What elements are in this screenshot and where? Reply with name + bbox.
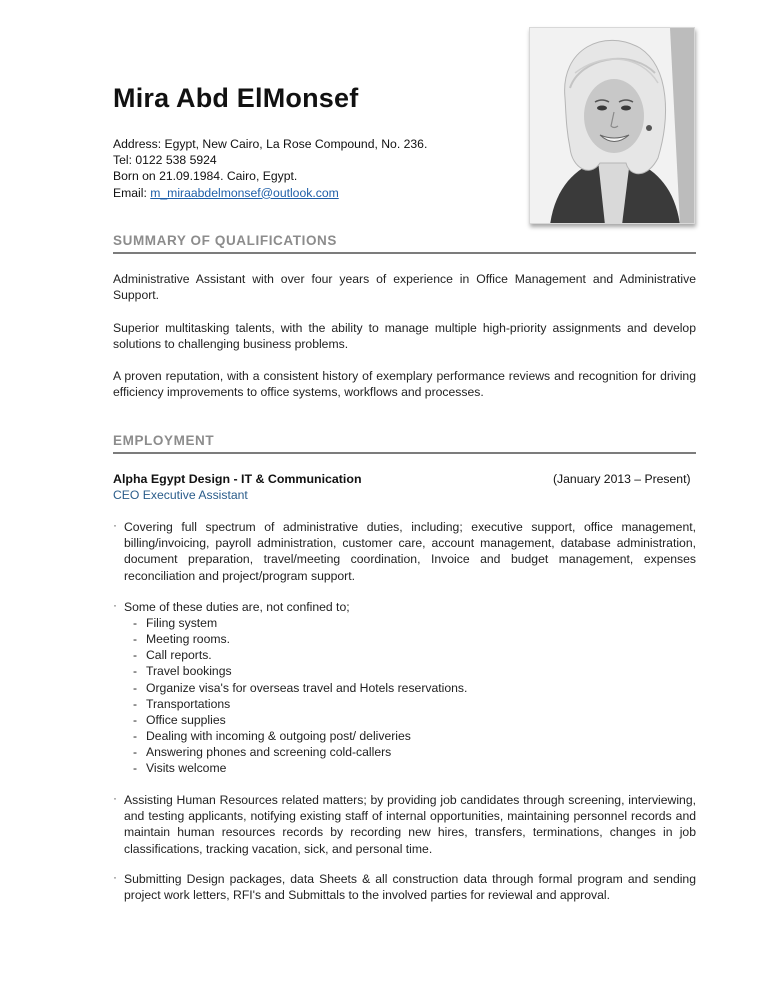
employment-heading: EMPLOYMENT xyxy=(113,433,696,454)
job-bullet xyxy=(113,519,696,584)
email-link[interactable]: m_miraabdelmonsef@outlook.com xyxy=(150,185,339,200)
address-line: Address: Egypt, New Cairo, La Rose Compound, No. 236. xyxy=(113,137,428,151)
job-dates: (January 2013 – Present) xyxy=(553,472,691,486)
duty-item: - Visits welcome xyxy=(133,760,467,776)
duty-item: - Travel bookings xyxy=(133,663,467,679)
contact-info xyxy=(113,136,427,201)
job-title: CEO Executive Assistant xyxy=(113,488,248,502)
duty-item: - Dealing with incoming & outgoing post/ deliveries xyxy=(133,728,467,744)
summary-paragraph-2: Superior multitasking talents, with the ability to manage multiple high-priority assignments and develop solutions to challenging business problems. xyxy=(113,321,696,352)
summary-heading: SUMMARY OF QUALIFICATIONS xyxy=(113,233,696,254)
job-bullet-text: Covering full spectrum of administrative duties, including; executive support, office management, billing/invoicing, payroll administration, customer care, account management, database administration, document preparation, travel/meeting coordination, Invoice and budget management, expenses reconciliation and project/program support. xyxy=(124,520,696,583)
duty-item: - Organize visa's for overseas travel and Hotels reservations. xyxy=(133,680,467,696)
job-bullet xyxy=(113,599,696,615)
duty-item: - Office supplies xyxy=(133,712,467,728)
job-bullet xyxy=(113,792,696,857)
duty-item: - Meeting rooms. xyxy=(133,631,467,647)
duties-list xyxy=(133,615,467,777)
job-bullet-text: Some of these duties are, not confined to; xyxy=(124,600,350,614)
bullet-glyph: · xyxy=(113,598,117,612)
bullet-glyph: · xyxy=(113,791,117,805)
email-label: Email: xyxy=(113,185,151,200)
duty-item: - Call reports. xyxy=(133,647,467,663)
duty-item: - Filing system xyxy=(133,615,467,631)
email-line xyxy=(113,185,427,201)
bullet-glyph: · xyxy=(113,870,117,884)
duty-item: - Transportations xyxy=(133,696,467,712)
birth-line: Born on 21.09.1984. Cairo, Egypt. xyxy=(113,169,298,184)
job-company: Alpha Egypt Design - IT & Communication xyxy=(113,472,362,486)
job-bullet-text: Submitting Design packages, data Sheets & all construction data through formal program and sending project work letters, RFI's and Submittals to the involved parties for reviewal and approval. xyxy=(124,872,696,903)
summary-paragraph-3: A proven reputation, with a consistent history of exemplary performance reviews and recognition for driving efficiency improvements to office systems, workflows and processes. xyxy=(113,369,696,400)
telephone-line: Tel: 0122 538 5924 xyxy=(113,153,217,168)
summary-paragraph-1: Administrative Assistant with over four years of experience in Office Management and Administrative Support. xyxy=(113,272,696,303)
candidate-name: Mira Abd ElMonsef xyxy=(113,83,359,113)
job-bullet-text: Assisting Human Resources related matters; by providing job candidates through screening, interviewing, and testing applicants, notifying existing staff of internal opportunities, maintaining personnel records and maintain human resources records by recording new hires, transfers, terminations, changes in job classifications, tracking vacation, sick, and personal time. xyxy=(124,793,696,856)
bullet-glyph: · xyxy=(113,518,117,532)
duty-item: - Answering phones and screening cold-callers xyxy=(133,744,467,760)
profile-photo xyxy=(529,27,695,224)
job-bullet xyxy=(113,871,696,903)
